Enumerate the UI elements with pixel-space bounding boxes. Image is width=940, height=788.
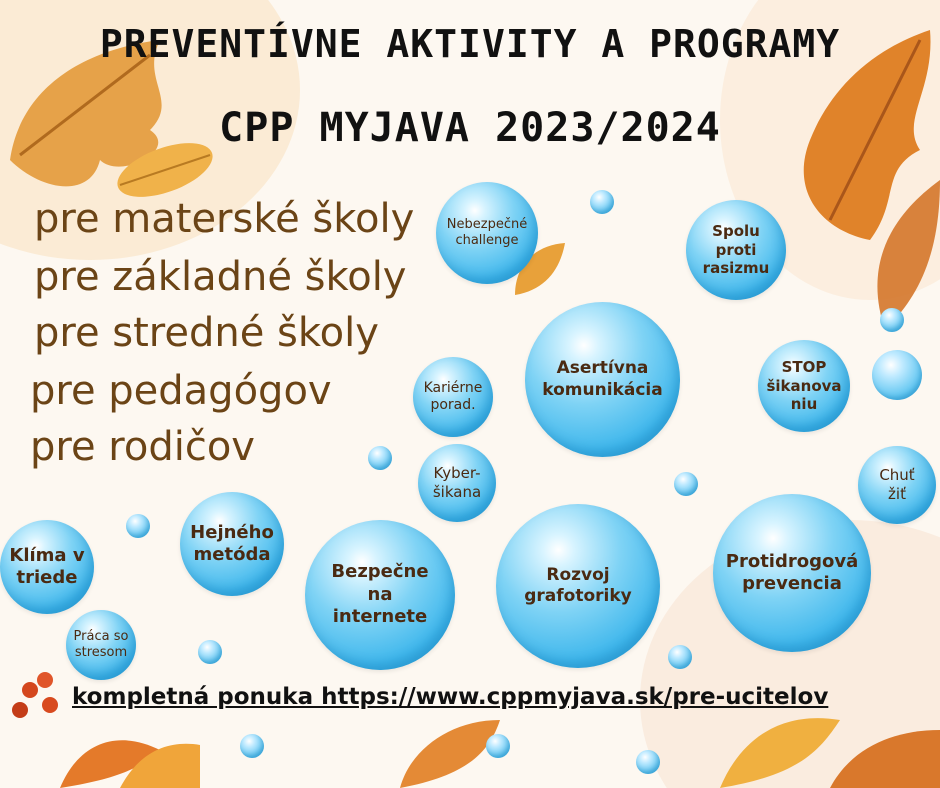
decorative-droplet <box>126 514 150 538</box>
bubble-label: Kyber- šikana <box>432 464 482 501</box>
bubble-rozvoj-grafotoriky <box>496 504 660 668</box>
bubble-label: Rozvoj grafotoriky <box>524 564 632 606</box>
full-offer-link[interactable]: kompletná ponuka https://www.cppmyjava.sk/pre-ucitelov <box>72 684 829 710</box>
bubble-label: STOP šikanova niu <box>766 357 842 414</box>
bubble-label: Práca so stresom <box>73 628 129 660</box>
bubble-stop-sikanovaniu <box>758 340 850 432</box>
decorative-droplet <box>590 190 614 214</box>
decorative-droplet <box>668 645 692 669</box>
bubble-protidrogova-prevencia <box>713 494 871 652</box>
audience-teachers: pre pedagógov <box>30 368 332 414</box>
title-line-2: CPP MYJAVA 2023/2024 <box>219 105 721 151</box>
leaf-bottom-center-icon <box>380 700 540 788</box>
bubble-label: Asertívna komunikácia <box>542 358 663 400</box>
bubble-chut-zit <box>858 446 936 524</box>
bubble-klima-v-triede <box>0 520 94 614</box>
bubble-bezpecne-na-internete <box>305 520 455 670</box>
audience-secondary-schools: pre stredné školy <box>34 310 379 356</box>
audience-primary-schools: pre základné školy <box>34 254 407 300</box>
decorative-droplet <box>880 308 904 332</box>
decorative-droplet <box>636 750 660 774</box>
decorative-droplet <box>674 472 698 496</box>
bubble-nebezpecne-challenge <box>436 182 538 284</box>
bubble-label: Kariérne porad. <box>423 379 483 413</box>
bubble-asertivna-komunikacia <box>525 302 680 457</box>
decorative-droplet <box>240 734 264 758</box>
bubble-label: Hejného metóda <box>190 521 274 565</box>
bubble-kybersikana <box>418 444 496 522</box>
title-line-1: PREVENTÍVNE AKTIVITY A PROGRAMY <box>99 22 841 66</box>
decorative-droplet <box>198 640 222 664</box>
bubble-label: Chuť žiť <box>879 466 915 503</box>
bubble-label: Spolu proti rasizmu <box>702 221 770 278</box>
bubble-praca-so-stresom <box>66 610 136 680</box>
audience-parents: pre rodičov <box>30 424 255 470</box>
bubble-label: Protidrogová prevencia <box>725 550 859 594</box>
audience-kindergartens: pre materské školy <box>34 196 415 242</box>
decorative-droplet <box>872 350 922 400</box>
bubble-karierne-poradenstvo <box>413 357 493 437</box>
bubble-label: Nebezpečné challenge <box>446 216 528 248</box>
bubble-label: Bezpečne na internete <box>331 561 429 628</box>
decorative-droplet <box>368 446 392 470</box>
decorative-droplet <box>486 734 510 758</box>
bubble-hejneho-metoda <box>180 492 284 596</box>
bubble-label: Klíma v triede <box>9 544 85 588</box>
bubble-spolu-proti-rasizmu <box>686 200 786 300</box>
